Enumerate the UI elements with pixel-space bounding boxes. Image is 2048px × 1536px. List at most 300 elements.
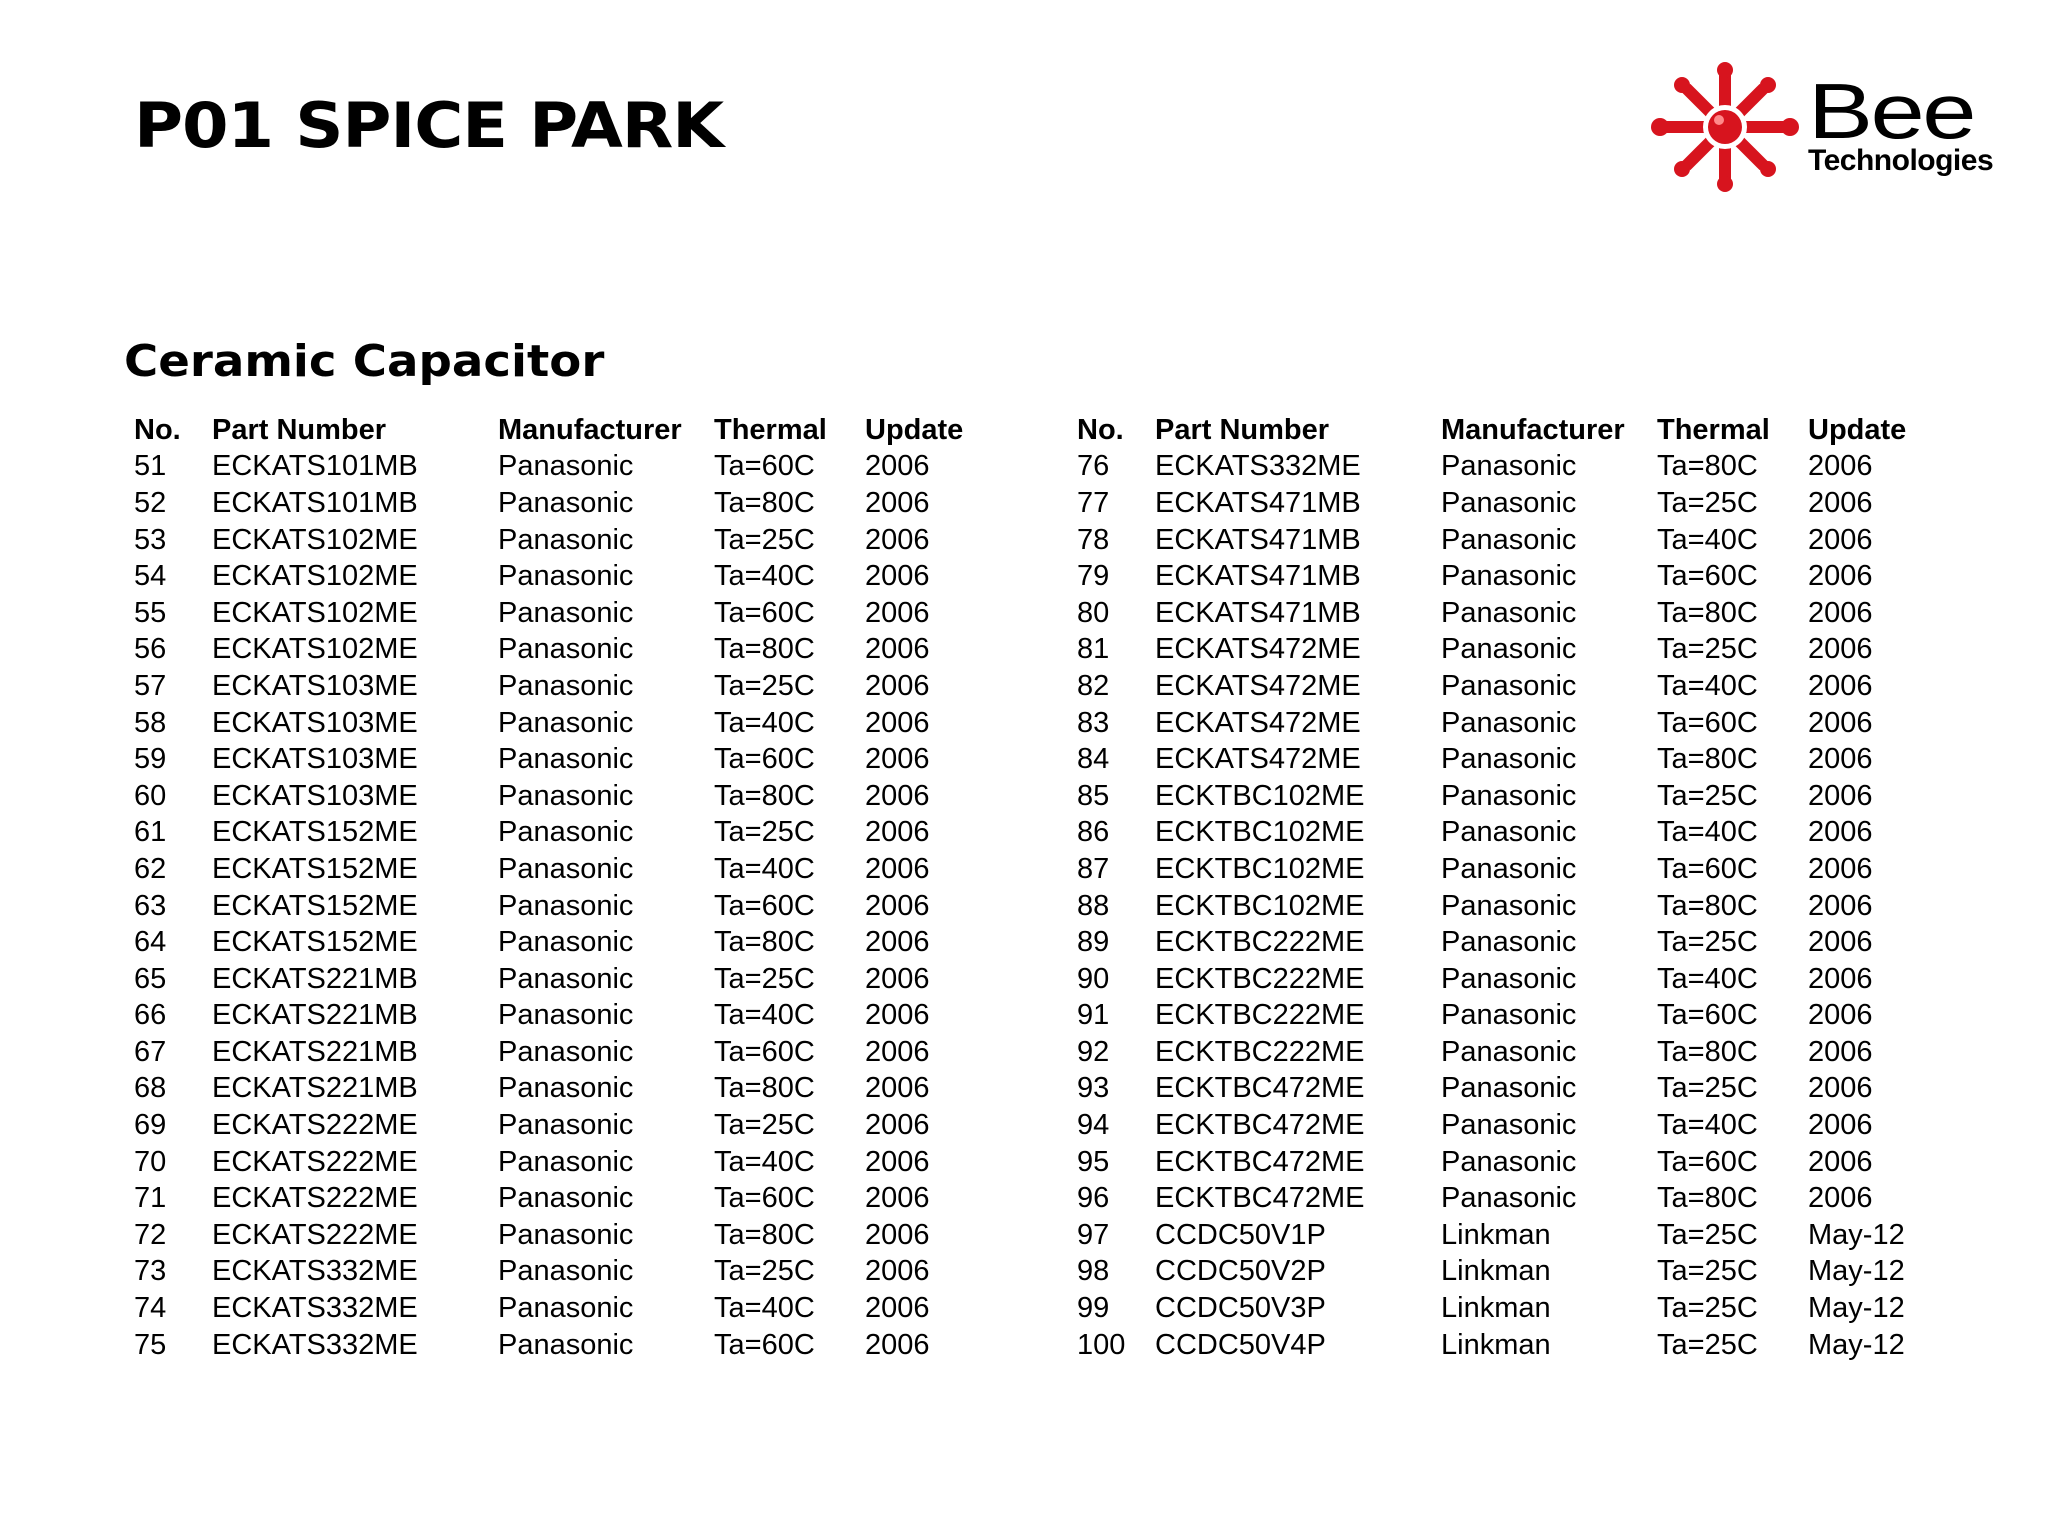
cell-update: 2006	[865, 1072, 930, 1105]
cell-part-number: ECKATS221MB	[212, 962, 418, 995]
cell-part-number: ECKATS222ME	[212, 1109, 418, 1142]
cell-part-number: CCDC50V1P	[1155, 1218, 1326, 1251]
cell-part-number: ECKATS471MB	[1155, 523, 1361, 556]
table-row	[1077, 961, 1918, 998]
cell-thermal: Ta=80C	[714, 633, 815, 666]
cell-part-number: ECKATS472ME	[1155, 633, 1361, 666]
cell-update: 2006	[865, 962, 930, 995]
cell-no: 90	[1077, 962, 1110, 995]
column-header-part-number: Part Number	[212, 413, 387, 446]
cell-no: 54	[134, 560, 167, 593]
table-row	[1077, 485, 1918, 522]
table-row	[134, 1290, 975, 1327]
cell-update: 2006	[865, 706, 930, 739]
cell-thermal: Ta=80C	[1657, 450, 1758, 483]
cell-update: 2006	[865, 1109, 930, 1142]
cell-no: 66	[134, 999, 167, 1032]
cell-manufacturer: Panasonic	[498, 706, 634, 739]
cell-manufacturer: Panasonic	[1441, 486, 1577, 519]
cell-update: 2006	[865, 1292, 930, 1325]
cell-manufacturer: Panasonic	[1441, 1145, 1577, 1178]
cell-no: 93	[1077, 1072, 1110, 1105]
cell-update: 2006	[1808, 669, 1873, 702]
cell-update: 2006	[865, 1035, 930, 1068]
cell-manufacturer: Panasonic	[498, 1328, 634, 1361]
cell-manufacturer: Panasonic	[1441, 926, 1577, 959]
cell-update: 2006	[865, 560, 930, 593]
cell-manufacturer: Panasonic	[498, 816, 634, 849]
cell-update: 2006	[1808, 999, 1873, 1032]
cell-manufacturer: Panasonic	[1441, 706, 1577, 739]
cell-update: 2006	[865, 889, 930, 922]
cell-no: 59	[134, 743, 167, 776]
page-title: P01 SPICE PARK	[134, 89, 724, 162]
cell-thermal: Ta=25C	[714, 816, 815, 849]
table-row	[1077, 522, 1918, 559]
table-row	[134, 449, 975, 486]
cell-manufacturer: Panasonic	[498, 1292, 634, 1325]
cell-manufacturer: Linkman	[1441, 1328, 1551, 1361]
cell-manufacturer: Panasonic	[1441, 450, 1577, 483]
cell-no: 97	[1077, 1218, 1110, 1251]
column-header-thermal: Thermal	[714, 413, 827, 446]
cell-no: 73	[134, 1255, 167, 1288]
bee-technologies-logo	[1650, 60, 2010, 195]
cell-update: 2006	[1808, 926, 1873, 959]
cell-part-number: CCDC50V4P	[1155, 1328, 1326, 1361]
cell-no: 58	[134, 706, 167, 739]
cell-no: 81	[1077, 633, 1110, 666]
cell-thermal: Ta=80C	[714, 926, 815, 959]
table-row	[1077, 1071, 1918, 1108]
cell-thermal: Ta=40C	[714, 1145, 815, 1178]
cell-part-number: CCDC50V2P	[1155, 1255, 1326, 1288]
cell-update: 2006	[865, 450, 930, 483]
cell-manufacturer: Panasonic	[498, 523, 634, 556]
cell-no: 78	[1077, 523, 1110, 556]
cell-no: 95	[1077, 1145, 1110, 1178]
cell-update: 2006	[1808, 889, 1873, 922]
cell-thermal: Ta=40C	[1657, 523, 1758, 556]
cell-no: 53	[134, 523, 167, 556]
cell-update: 2006	[1808, 450, 1873, 483]
cell-manufacturer: Panasonic	[1441, 743, 1577, 776]
cell-no: 99	[1077, 1292, 1110, 1325]
cell-part-number: ECKATS101MB	[212, 486, 418, 519]
cell-part-number: ECKATS471MB	[1155, 560, 1361, 593]
cell-manufacturer: Panasonic	[1441, 523, 1577, 556]
cell-update: 2006	[1808, 779, 1873, 812]
cell-no: 82	[1077, 669, 1110, 702]
cell-manufacturer: Panasonic	[1441, 596, 1577, 629]
cell-no: 56	[134, 633, 167, 666]
table-row	[134, 705, 975, 742]
cell-manufacturer: Panasonic	[1441, 633, 1577, 666]
cell-no: 87	[1077, 852, 1110, 885]
cell-manufacturer: Panasonic	[498, 450, 634, 483]
column-header-manufacturer: Manufacturer	[1441, 413, 1625, 446]
cell-manufacturer: Panasonic	[498, 1218, 634, 1251]
cell-part-number: ECKTBC222ME	[1155, 926, 1365, 959]
cell-no: 62	[134, 852, 167, 885]
table-row	[134, 888, 975, 925]
cell-no: 86	[1077, 816, 1110, 849]
cell-manufacturer: Panasonic	[498, 743, 634, 776]
cell-thermal: Ta=80C	[714, 486, 815, 519]
cell-no: 61	[134, 816, 167, 849]
cell-thermal: Ta=60C	[714, 889, 815, 922]
cell-update: 2006	[1808, 1072, 1873, 1105]
cell-manufacturer: Panasonic	[1441, 669, 1577, 702]
cell-part-number: ECKATS101MB	[212, 450, 418, 483]
cell-manufacturer: Panasonic	[1441, 889, 1577, 922]
table-row	[1077, 741, 1918, 778]
table-row	[1077, 668, 1918, 705]
column-header-part-number: Part Number	[1155, 413, 1330, 446]
cell-thermal: Ta=40C	[714, 706, 815, 739]
table-row	[1077, 558, 1918, 595]
cell-thermal: Ta=60C	[1657, 560, 1758, 593]
cell-thermal: Ta=40C	[714, 999, 815, 1032]
cell-no: 75	[134, 1328, 167, 1361]
cell-update: 2006	[865, 779, 930, 812]
cell-update: 2006	[865, 596, 930, 629]
cell-part-number: ECKATS152ME	[212, 926, 418, 959]
cell-update: 2006	[1808, 706, 1873, 739]
cell-no: 88	[1077, 889, 1110, 922]
cell-update: 2006	[865, 1218, 930, 1251]
cell-thermal: Ta=60C	[714, 1328, 815, 1361]
cell-thermal: Ta=25C	[714, 962, 815, 995]
cell-update: May-12	[1808, 1218, 1905, 1251]
table-row	[1077, 1217, 1918, 1254]
cell-part-number: ECKTBC472ME	[1155, 1109, 1365, 1142]
cell-no: 72	[134, 1218, 167, 1251]
cell-update: May-12	[1808, 1292, 1905, 1325]
table-row	[1077, 632, 1918, 669]
cell-update: 2006	[1808, 633, 1873, 666]
cell-no: 60	[134, 779, 167, 812]
table-row	[134, 961, 975, 998]
cell-thermal: Ta=25C	[714, 523, 815, 556]
table-row	[1077, 1327, 1918, 1364]
cell-part-number: ECKATS103ME	[212, 743, 418, 776]
table-row	[134, 595, 975, 632]
cell-manufacturer: Panasonic	[498, 560, 634, 593]
cell-no: 89	[1077, 926, 1110, 959]
cell-part-number: ECKATS332ME	[212, 1255, 418, 1288]
cell-part-number: ECKATS221MB	[212, 1035, 418, 1068]
table-row	[134, 632, 975, 669]
cell-update: 2006	[865, 669, 930, 702]
cell-thermal: Ta=60C	[714, 596, 815, 629]
cell-thermal: Ta=60C	[1657, 852, 1758, 885]
column-header-update: Update	[865, 413, 964, 446]
cell-no: 94	[1077, 1109, 1110, 1142]
cell-thermal: Ta=60C	[714, 1035, 815, 1068]
cell-manufacturer: Linkman	[1441, 1218, 1551, 1251]
cell-no: 100	[1077, 1328, 1126, 1361]
parts-table-left	[134, 412, 975, 1363]
cell-update: 2006	[865, 816, 930, 849]
cell-manufacturer: Panasonic	[498, 962, 634, 995]
cell-thermal: Ta=80C	[1657, 743, 1758, 776]
table-row	[1077, 815, 1918, 852]
table-row	[134, 1327, 975, 1364]
cell-part-number: ECKATS152ME	[212, 852, 418, 885]
cell-no: 91	[1077, 999, 1110, 1032]
logo-technologies-text: Technologies	[1808, 144, 1994, 177]
table-row	[1077, 1144, 1918, 1181]
cell-update: 2006	[1808, 743, 1873, 776]
table-row	[134, 1254, 975, 1291]
cell-manufacturer: Panasonic	[498, 1145, 634, 1178]
table-row	[134, 851, 975, 888]
cell-thermal: Ta=25C	[1657, 633, 1758, 666]
cell-no: 74	[134, 1292, 167, 1325]
cell-part-number: ECKTBC222ME	[1155, 1035, 1365, 1068]
cell-manufacturer: Panasonic	[498, 1035, 634, 1068]
cell-part-number: ECKATS332ME	[212, 1328, 418, 1361]
cell-thermal: Ta=25C	[1657, 1218, 1758, 1251]
cell-update: 2006	[865, 926, 930, 959]
cell-part-number: ECKATS471MB	[1155, 486, 1361, 519]
table-row	[134, 1107, 975, 1144]
cell-manufacturer: Panasonic	[498, 779, 634, 812]
cell-thermal: Ta=40C	[1657, 669, 1758, 702]
cell-manufacturer: Panasonic	[498, 999, 634, 1032]
table-header-row	[1077, 412, 1918, 449]
cell-part-number: ECKATS472ME	[1155, 743, 1361, 776]
table-row	[1077, 449, 1918, 486]
cell-thermal: Ta=80C	[1657, 1035, 1758, 1068]
cell-manufacturer: Panasonic	[1441, 816, 1577, 849]
table-row	[134, 1034, 975, 1071]
cell-no: 84	[1077, 743, 1110, 776]
cell-thermal: Ta=60C	[1657, 999, 1758, 1032]
cell-update: 2006	[1808, 1035, 1873, 1068]
cell-manufacturer: Panasonic	[1441, 962, 1577, 995]
cell-manufacturer: Panasonic	[498, 926, 634, 959]
cell-part-number: ECKATS472ME	[1155, 669, 1361, 702]
cell-part-number: ECKTBC472ME	[1155, 1145, 1365, 1178]
cell-no: 63	[134, 889, 167, 922]
cell-thermal: Ta=25C	[1657, 1328, 1758, 1361]
cell-thermal: Ta=80C	[1657, 596, 1758, 629]
cell-thermal: Ta=80C	[1657, 1182, 1758, 1215]
table-row	[1077, 998, 1918, 1035]
cell-no: 69	[134, 1109, 167, 1142]
table-row	[134, 924, 975, 961]
cell-update: 2006	[1808, 962, 1873, 995]
cell-manufacturer: Panasonic	[498, 852, 634, 885]
cell-thermal: Ta=25C	[714, 1255, 815, 1288]
cell-part-number: ECKTBC472ME	[1155, 1072, 1365, 1105]
cell-update: 2006	[1808, 816, 1873, 849]
cell-thermal: Ta=80C	[714, 779, 815, 812]
cell-thermal: Ta=60C	[714, 1182, 815, 1215]
cell-update: 2006	[865, 852, 930, 885]
cell-update: 2006	[1808, 596, 1873, 629]
cell-update: 2006	[1808, 486, 1873, 519]
cell-no: 52	[134, 486, 167, 519]
table-row	[1077, 1290, 1918, 1327]
cell-thermal: Ta=80C	[714, 1218, 815, 1251]
section-title: Ceramic Capacitor	[124, 336, 605, 387]
table-row	[1077, 1254, 1918, 1291]
cell-update: 2006	[1808, 523, 1873, 556]
cell-thermal: Ta=40C	[1657, 962, 1758, 995]
table-row	[134, 522, 975, 559]
cell-thermal: Ta=60C	[714, 450, 815, 483]
cell-no: 98	[1077, 1255, 1110, 1288]
cell-part-number: ECKATS221MB	[212, 999, 418, 1032]
cell-thermal: Ta=40C	[714, 1292, 815, 1325]
cell-update: 2006	[1808, 1145, 1873, 1178]
cell-no: 51	[134, 450, 167, 483]
table-row	[1077, 705, 1918, 742]
column-header-no: No.	[1077, 413, 1124, 446]
table-row	[1077, 1107, 1918, 1144]
cell-no: 68	[134, 1072, 167, 1105]
cell-manufacturer: Panasonic	[498, 669, 634, 702]
cell-manufacturer: Panasonic	[1441, 1109, 1577, 1142]
cell-part-number: ECKTBC102ME	[1155, 816, 1365, 849]
cell-part-number: ECKATS102ME	[212, 633, 418, 666]
cell-part-number: ECKATS332ME	[212, 1292, 418, 1325]
cell-no: 85	[1077, 779, 1110, 812]
table-row	[1077, 1180, 1918, 1217]
cell-part-number: ECKATS472ME	[1155, 706, 1361, 739]
cell-no: 76	[1077, 450, 1110, 483]
cell-thermal: Ta=25C	[1657, 926, 1758, 959]
table-row	[134, 1180, 975, 1217]
column-header-thermal: Thermal	[1657, 413, 1770, 446]
cell-no: 96	[1077, 1182, 1110, 1215]
cell-update: 2006	[865, 633, 930, 666]
cell-update: 2006	[865, 743, 930, 776]
cell-thermal: Ta=40C	[714, 560, 815, 593]
cell-no: 92	[1077, 1035, 1110, 1068]
cell-manufacturer: Panasonic	[498, 1182, 634, 1215]
cell-part-number: ECKATS222ME	[212, 1145, 418, 1178]
cell-part-number: ECKATS221MB	[212, 1072, 418, 1105]
cell-no: 80	[1077, 596, 1110, 629]
table-row	[134, 1071, 975, 1108]
cell-no: 65	[134, 962, 167, 995]
table-row	[134, 1217, 975, 1254]
cell-manufacturer: Panasonic	[498, 596, 634, 629]
table-row	[134, 558, 975, 595]
cell-no: 67	[134, 1035, 167, 1068]
cell-update: 2006	[1808, 1182, 1873, 1215]
cell-part-number: ECKATS102ME	[212, 523, 418, 556]
cell-update: May-12	[1808, 1255, 1905, 1288]
table-row	[1077, 778, 1918, 815]
cell-part-number: ECKATS222ME	[212, 1182, 418, 1215]
cell-manufacturer: Panasonic	[1441, 1072, 1577, 1105]
cell-update: 2006	[865, 523, 930, 556]
cell-thermal: Ta=25C	[1657, 1072, 1758, 1105]
cell-part-number: ECKATS103ME	[212, 779, 418, 812]
table-row	[134, 1144, 975, 1181]
column-header-manufacturer: Manufacturer	[498, 413, 682, 446]
cell-manufacturer: Panasonic	[1441, 1182, 1577, 1215]
cell-no: 64	[134, 926, 167, 959]
cell-no: 57	[134, 669, 167, 702]
cell-thermal: Ta=60C	[1657, 1145, 1758, 1178]
table-row	[1077, 851, 1918, 888]
cell-part-number: ECKATS222ME	[212, 1218, 418, 1251]
cell-update: 2006	[1808, 852, 1873, 885]
cell-no: 70	[134, 1145, 167, 1178]
cell-update: 2006	[865, 1182, 930, 1215]
cell-thermal: Ta=25C	[714, 669, 815, 702]
cell-part-number: ECKTBC102ME	[1155, 852, 1365, 885]
cell-part-number: ECKTBC222ME	[1155, 999, 1365, 1032]
cell-manufacturer: Panasonic	[1441, 560, 1577, 593]
cell-no: 77	[1077, 486, 1110, 519]
cell-part-number: ECKATS152ME	[212, 816, 418, 849]
table-row	[134, 815, 975, 852]
table-row	[1077, 595, 1918, 632]
cell-manufacturer: Panasonic	[1441, 852, 1577, 885]
cell-manufacturer: Panasonic	[498, 633, 634, 666]
cell-part-number: ECKTBC222ME	[1155, 962, 1365, 995]
cell-no: 83	[1077, 706, 1110, 739]
table-row	[134, 778, 975, 815]
cell-part-number: ECKTBC102ME	[1155, 779, 1365, 812]
table-row	[1077, 888, 1918, 925]
cell-update: 2006	[865, 999, 930, 1032]
cell-update: 2006	[1808, 560, 1873, 593]
cell-part-number: ECKTBC102ME	[1155, 889, 1365, 922]
cell-thermal: Ta=60C	[1657, 706, 1758, 739]
cell-part-number: ECKATS102ME	[212, 560, 418, 593]
table-row	[134, 668, 975, 705]
cell-thermal: Ta=40C	[714, 852, 815, 885]
bee-star-icon	[1650, 60, 1800, 195]
cell-thermal: Ta=60C	[714, 743, 815, 776]
cell-part-number: ECKTBC472ME	[1155, 1182, 1365, 1215]
cell-manufacturer: Panasonic	[1441, 999, 1577, 1032]
cell-no: 71	[134, 1182, 167, 1215]
cell-part-number: CCDC50V3P	[1155, 1292, 1326, 1325]
cell-update: May-12	[1808, 1328, 1905, 1361]
cell-manufacturer: Panasonic	[498, 1072, 634, 1105]
cell-thermal: Ta=40C	[1657, 1109, 1758, 1142]
cell-part-number: ECKATS471MB	[1155, 596, 1361, 629]
cell-manufacturer: Panasonic	[498, 889, 634, 922]
table-row	[134, 485, 975, 522]
cell-thermal: Ta=40C	[1657, 816, 1758, 849]
cell-thermal: Ta=25C	[1657, 1292, 1758, 1325]
table-row	[1077, 924, 1918, 961]
cell-update: 2006	[865, 1145, 930, 1178]
cell-part-number: ECKATS103ME	[212, 706, 418, 739]
table-row	[134, 998, 975, 1035]
cell-update: 2006	[1808, 1109, 1873, 1142]
column-header-no: No.	[134, 413, 181, 446]
table-header-row	[134, 412, 975, 449]
cell-manufacturer: Panasonic	[498, 1109, 634, 1142]
cell-thermal: Ta=25C	[1657, 1255, 1758, 1288]
cell-part-number: ECKATS102ME	[212, 596, 418, 629]
cell-thermal: Ta=25C	[714, 1109, 815, 1142]
cell-thermal: Ta=80C	[1657, 889, 1758, 922]
cell-update: 2006	[865, 1328, 930, 1361]
cell-no: 79	[1077, 560, 1110, 593]
